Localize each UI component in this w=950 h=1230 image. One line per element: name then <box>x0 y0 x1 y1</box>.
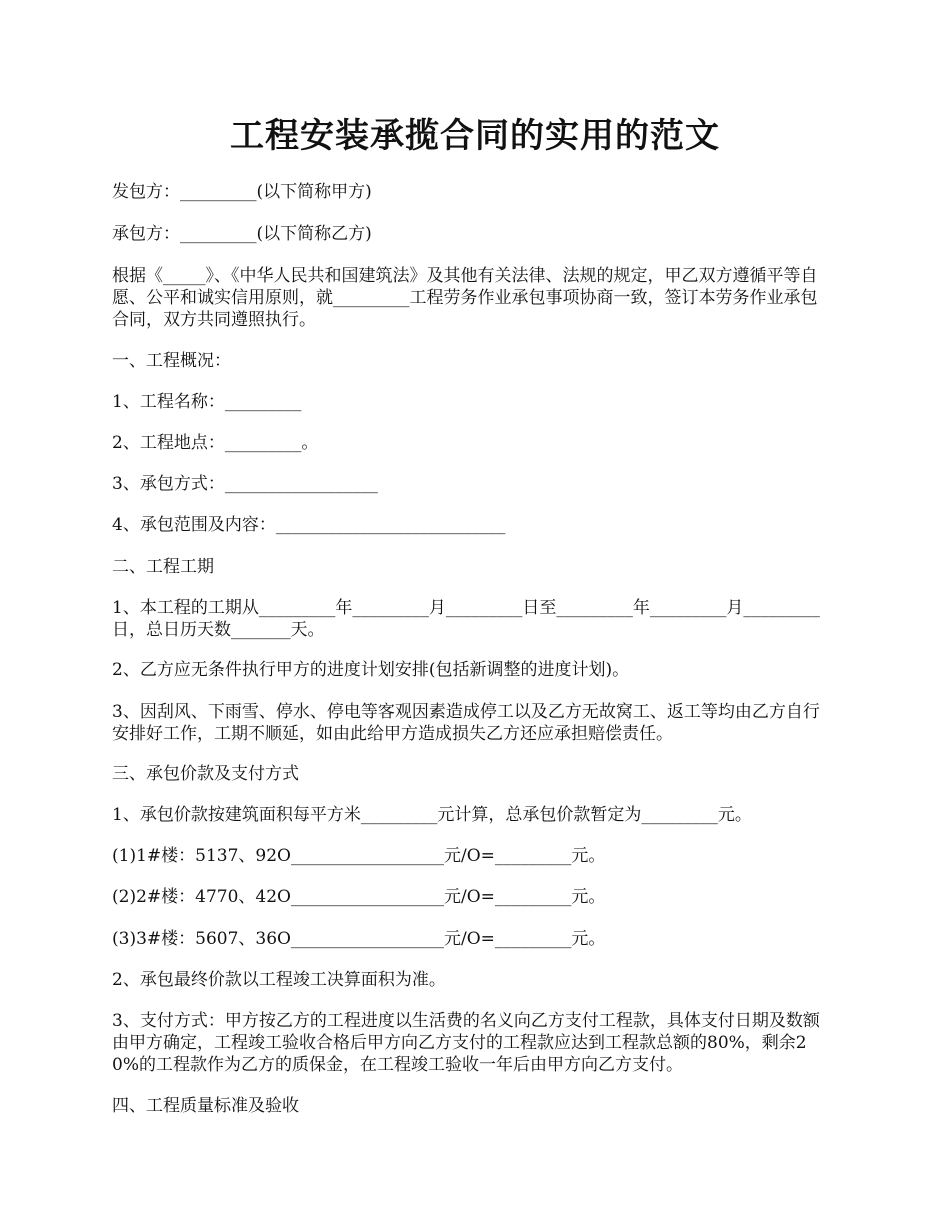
paragraph-project-location: 2、工程地点：_________。 <box>112 433 319 453</box>
paragraph-schedule-period: 1、本工程的工期从_________年_________月_________日至_________年_________月_________日，总日历天数_______天。 <box>112 598 820 640</box>
section-heading-schedule: 二、工程工期 <box>112 557 214 577</box>
paragraph-final-price: 2、承包最终价款以工程竣工决算面积为准。 <box>112 970 446 990</box>
paragraph-building-2: (2)2#楼：4770、42O__________________元/O=_________元。 <box>112 887 606 907</box>
paragraph-building-3: (3)3#楼：5607、36O__________________元/O=_________元。 <box>112 929 606 949</box>
paragraph-preamble: 根据《_____》、《中华人民共和国建筑法》及其他有关法律、法规的规定，甲乙双方遵循平等自愿、公平和诚实信用原则，就_________工程劳务作业承包事项协商一致，签订本劳务作业承包合同，双方共同遵照执行。 <box>112 266 818 330</box>
section-heading-quality: 四、工程质量标准及验收 <box>112 1096 299 1116</box>
section-heading-price: 三、承包价款及支付方式 <box>112 764 299 784</box>
paragraph-employer: 发包方：_________(以下简称甲方) <box>112 182 372 202</box>
paragraph-schedule-plan: 2、乙方应无条件执行甲方的进度计划安排(包括新调整的进度计划)。 <box>112 660 630 680</box>
paragraph-payment-method: 3、支付方式：甲方按乙方的工程进度以生活费的名义向乙方支付工程款，具体支付日期及数额由甲方确定，工程竣工验收合格后甲方向乙方支付的工程款应达到工程款总额的80%，剩余20%的工程款作为乙方的质保金，在工程竣工验收一年后由甲方向乙方支付。 <box>112 1011 820 1075</box>
paragraph-schedule-delays: 3、因刮风、下雨雪、停水、停电等客观因素造成停工以及乙方无故窝工、返工等均由乙方自行安排好工作，工期不顺延，如由此给甲方造成损失乙方还应承担赔偿责任。 <box>112 702 820 744</box>
section-heading-overview: 一、工程概况： <box>112 351 231 371</box>
paragraph-contract-scope: 4、承包范围及内容：___________________________ <box>112 515 506 535</box>
document-title: 工程安装承揽合同的实用的范文 <box>230 116 720 156</box>
paragraph-contract-method: 3、承包方式：__________________ <box>112 474 378 494</box>
paragraph-building-1: (1)1#楼：5137、92O__________________元/O=_________元。 <box>112 846 606 866</box>
paragraph-price-basis: 1、承包价款按建筑面积每平方米_________元计算，总承包价款暂定为_________元。 <box>112 805 752 825</box>
paragraph-contractor: 承包方：_________(以下简称乙方) <box>112 224 372 244</box>
paragraph-project-name: 1、工程名称：_________ <box>112 392 302 412</box>
